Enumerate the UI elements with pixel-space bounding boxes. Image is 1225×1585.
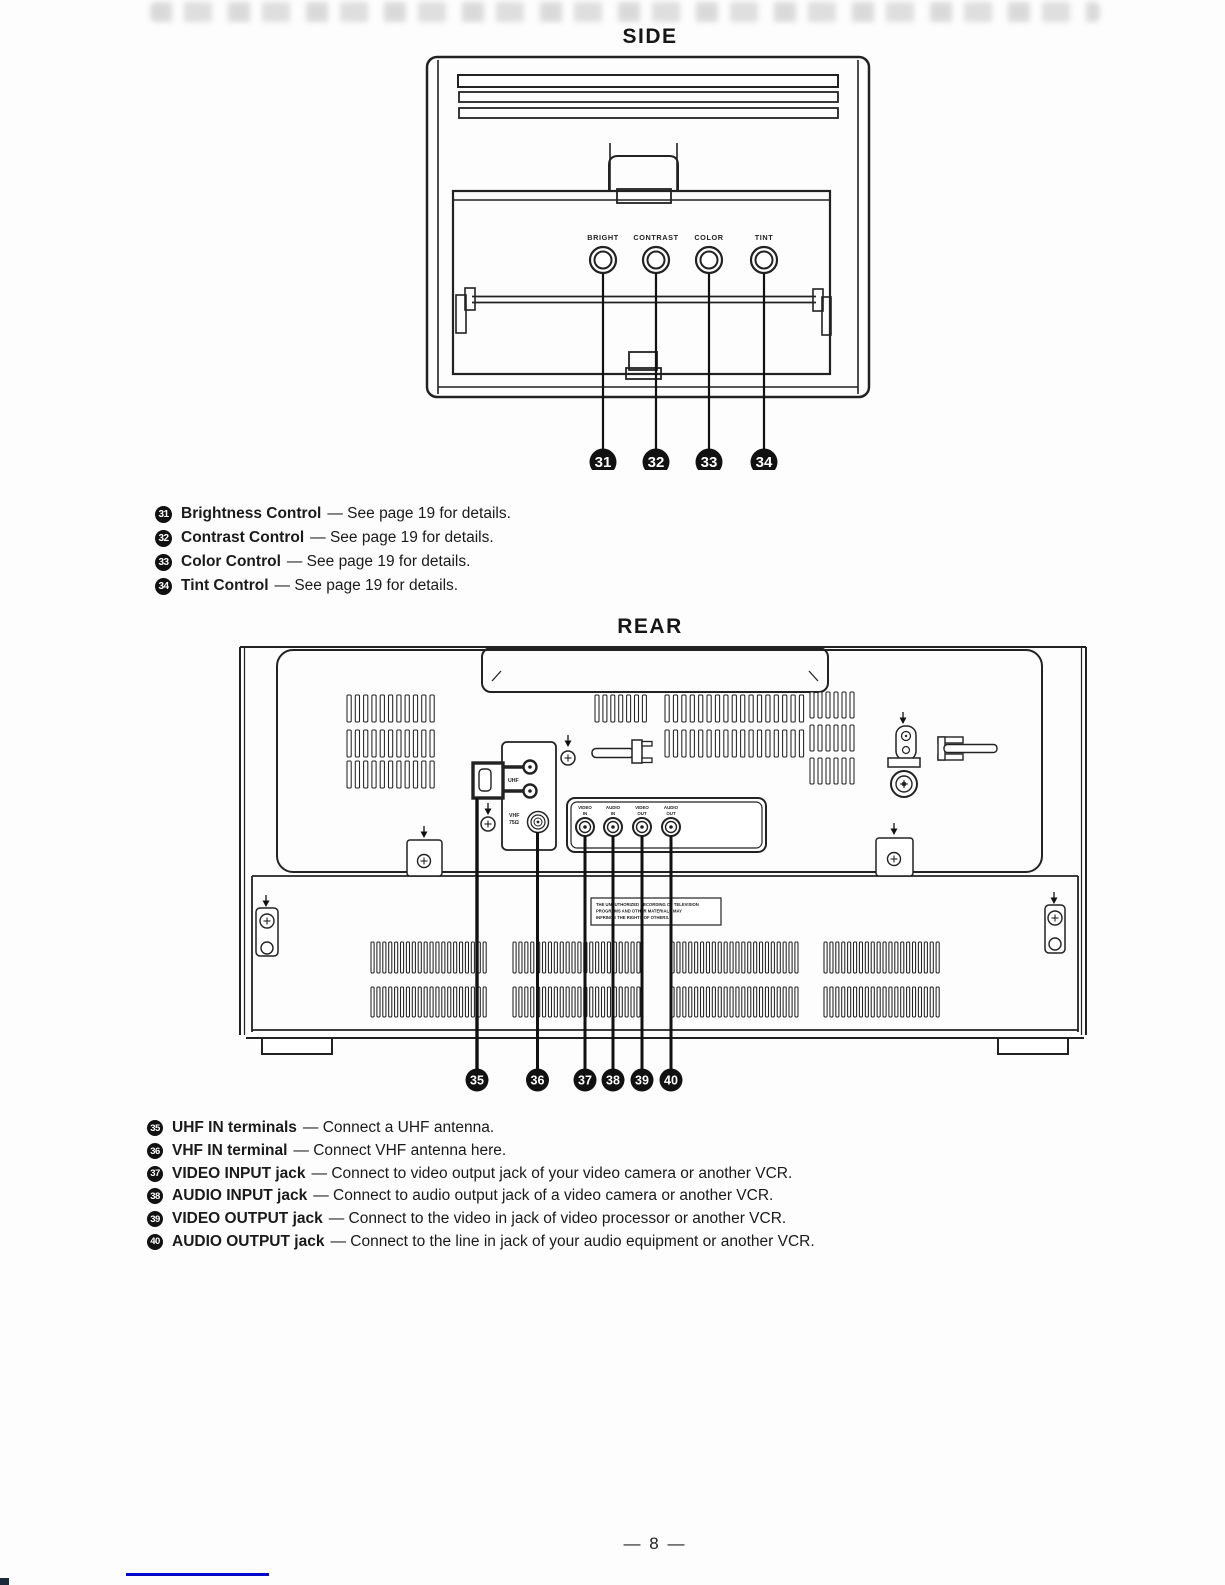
callout-38 — [602, 1069, 625, 1092]
side-section-title: SIDE — [622, 25, 678, 48]
side-view-diagram — [420, 50, 880, 470]
item-name: UHF IN terminals — [172, 1119, 297, 1137]
screw-right-of-panel — [561, 735, 575, 765]
callout-39 — [631, 1069, 654, 1092]
side-control-panel — [453, 191, 830, 374]
down-arrow-icon — [421, 832, 428, 839]
item-desc: — Connect a UHF antenna. — [302, 1119, 495, 1137]
item-name: VHF IN terminal — [172, 1142, 288, 1160]
list-item — [147, 1208, 815, 1231]
knob-label-contrast: CONTRAST — [633, 233, 679, 242]
item-number-badge: 40 — [147, 1234, 163, 1250]
callout-32 — [643, 449, 670, 471]
down-arrow-icon — [1051, 898, 1058, 905]
audio-out-jack — [662, 818, 680, 836]
rear-view-diagram — [230, 612, 1110, 1112]
svg-text:31: 31 — [594, 454, 612, 470]
item-desc: — See page 19 for details. — [327, 505, 511, 522]
list-item — [155, 550, 511, 574]
twin-lead-plug-symbol — [938, 737, 997, 760]
svg-text:32: 32 — [647, 454, 665, 470]
item-name: Brightness Control — [181, 505, 322, 522]
svg-text:38: 38 — [606, 1073, 620, 1088]
list-item — [155, 574, 511, 598]
item-name: VIDEO INPUT jack — [172, 1164, 306, 1182]
svg-text:34: 34 — [755, 454, 773, 470]
warning-line: THE UNAUTHORIZED RECORDING OF TELEVISION — [596, 902, 699, 907]
svg-text:39: 39 — [635, 1073, 649, 1088]
item-name: VIDEO OUTPUT jack — [172, 1210, 323, 1228]
item-name: Contrast Control — [181, 529, 305, 546]
svg-text:36: 36 — [530, 1073, 545, 1088]
list-item — [147, 1185, 815, 1208]
video-out-label: VIDEO — [635, 805, 649, 810]
video-out-jack — [633, 818, 651, 836]
svg-text:IN: IN — [610, 811, 616, 816]
tint-knob — [751, 247, 777, 273]
item-name: AUDIO OUTPUT jack — [172, 1232, 325, 1250]
upper-left-vents — [347, 695, 434, 788]
svg-text:33: 33 — [700, 454, 718, 470]
audio-out-label: AUDIO — [663, 805, 679, 810]
antenna-terminal-panel — [502, 742, 556, 850]
down-arrow-icon — [565, 741, 572, 748]
item-name: AUDIO INPUT jack — [172, 1187, 308, 1205]
item-number-badge: 37 — [147, 1166, 163, 1182]
callout-37 — [574, 1069, 597, 1092]
item-number-badge: 31 — [155, 506, 172, 523]
warning-line: PROGRAMS AND OTHER MATERIALS MAY — [596, 908, 682, 914]
side-top-ridge — [458, 75, 838, 87]
screw-below-clip — [481, 803, 495, 831]
external-antenna-assembly — [888, 712, 920, 797]
list-item — [147, 1140, 815, 1163]
right-key-plate — [1045, 892, 1065, 953]
av-jack-panel — [567, 798, 766, 852]
item-name: Tint Control — [181, 577, 269, 594]
down-arrow-icon — [485, 809, 492, 816]
rear-top-recess — [482, 648, 828, 692]
right-foot — [998, 1038, 1068, 1054]
item-number-badge: 32 — [155, 530, 172, 547]
video-in-jack — [576, 818, 594, 836]
left-screw-tab — [407, 826, 442, 876]
warning-line: INFRINGE THE RIGHTS OF OTHERS. — [596, 915, 670, 920]
svg-text:OUT: OUT — [666, 811, 676, 816]
item-desc: — Connect VHF antenna here. — [293, 1142, 507, 1160]
list-item — [147, 1117, 815, 1140]
item-desc: — See page 19 for details. — [274, 577, 459, 594]
item-number-badge: 34 — [155, 578, 172, 595]
item-number-badge: 35 — [147, 1120, 163, 1136]
item-desc: — See page 19 for details. — [310, 529, 494, 546]
brightness-knob — [590, 247, 616, 273]
item-desc: — Connect to audio output jack of a video camera or another VCR. — [313, 1187, 774, 1205]
knob-label-bright: BRIGHT — [587, 233, 619, 242]
item-name: Color Control — [181, 553, 281, 570]
callout-40 — [660, 1069, 683, 1092]
item-number-badge: 36 — [147, 1143, 163, 1159]
list-item — [147, 1230, 815, 1253]
color-knob — [696, 247, 722, 273]
page-number: — 8 — — [623, 1534, 687, 1553]
callout-31 — [590, 449, 617, 471]
svg-text:IN: IN — [582, 811, 588, 816]
scan-artifact-corner-mark — [0, 1578, 9, 1585]
callout-36 — [526, 1069, 549, 1092]
item-number-badge: 38 — [147, 1188, 163, 1204]
item-number-badge: 39 — [147, 1211, 163, 1227]
twin-lead-wire-symbol — [592, 740, 652, 763]
print-bleed-ghost — [150, 2, 1100, 22]
left-foot — [262, 1038, 332, 1054]
list-item — [147, 1162, 815, 1185]
down-arrow-icon — [900, 718, 907, 725]
upper-right-vents — [810, 692, 854, 784]
rear-items-list — [147, 1117, 815, 1253]
item-number-badge: 33 — [155, 554, 172, 571]
knob-label-tint: TINT — [754, 233, 774, 242]
callout-33 — [696, 449, 723, 471]
item-desc: — Connect to the video in jack of video processor or another VCR. — [328, 1210, 787, 1228]
lower-vents — [371, 942, 939, 1017]
upper-middle-vents — [595, 695, 804, 757]
side-callout-stems — [603, 260, 764, 449]
vhf-coax-connector — [528, 812, 549, 833]
vhf-impedance-label: 75Ω — [509, 820, 519, 826]
audio-in-label: AUDIO — [605, 805, 621, 810]
down-arrow-icon — [891, 829, 898, 836]
svg-text:OUT: OUT — [637, 811, 647, 816]
svg-text:35: 35 — [470, 1073, 484, 1088]
uhf-label: UHF — [508, 778, 519, 784]
side-handle — [609, 156, 678, 191]
item-desc: — See page 19 for details. — [286, 553, 471, 570]
knob-label-color: COLOR — [694, 233, 724, 242]
rear-section-title: REAR — [617, 615, 683, 638]
scan-artifact-blue-line — [126, 1573, 269, 1576]
svg-text:37: 37 — [578, 1073, 592, 1088]
side-items-list — [155, 502, 511, 598]
left-key-plate — [256, 895, 278, 956]
list-item — [155, 502, 511, 526]
list-item — [155, 526, 511, 550]
contrast-knob — [643, 247, 669, 273]
right-screw-tab — [876, 823, 913, 876]
down-arrow-icon — [263, 901, 270, 908]
item-desc: — Connect to the line in jack of your audio equipment or another VCR. — [330, 1232, 815, 1250]
callout-35 — [466, 1069, 489, 1092]
item-desc: — Connect to video output jack of your video camera or another VCR. — [311, 1164, 793, 1182]
audio-in-jack — [604, 818, 622, 836]
svg-text:40: 40 — [664, 1073, 678, 1088]
copyright-warning-label — [591, 898, 721, 925]
callout-34 — [751, 449, 778, 471]
vhf-label: VHF — [509, 813, 520, 819]
video-in-label: VIDEO — [578, 805, 592, 810]
